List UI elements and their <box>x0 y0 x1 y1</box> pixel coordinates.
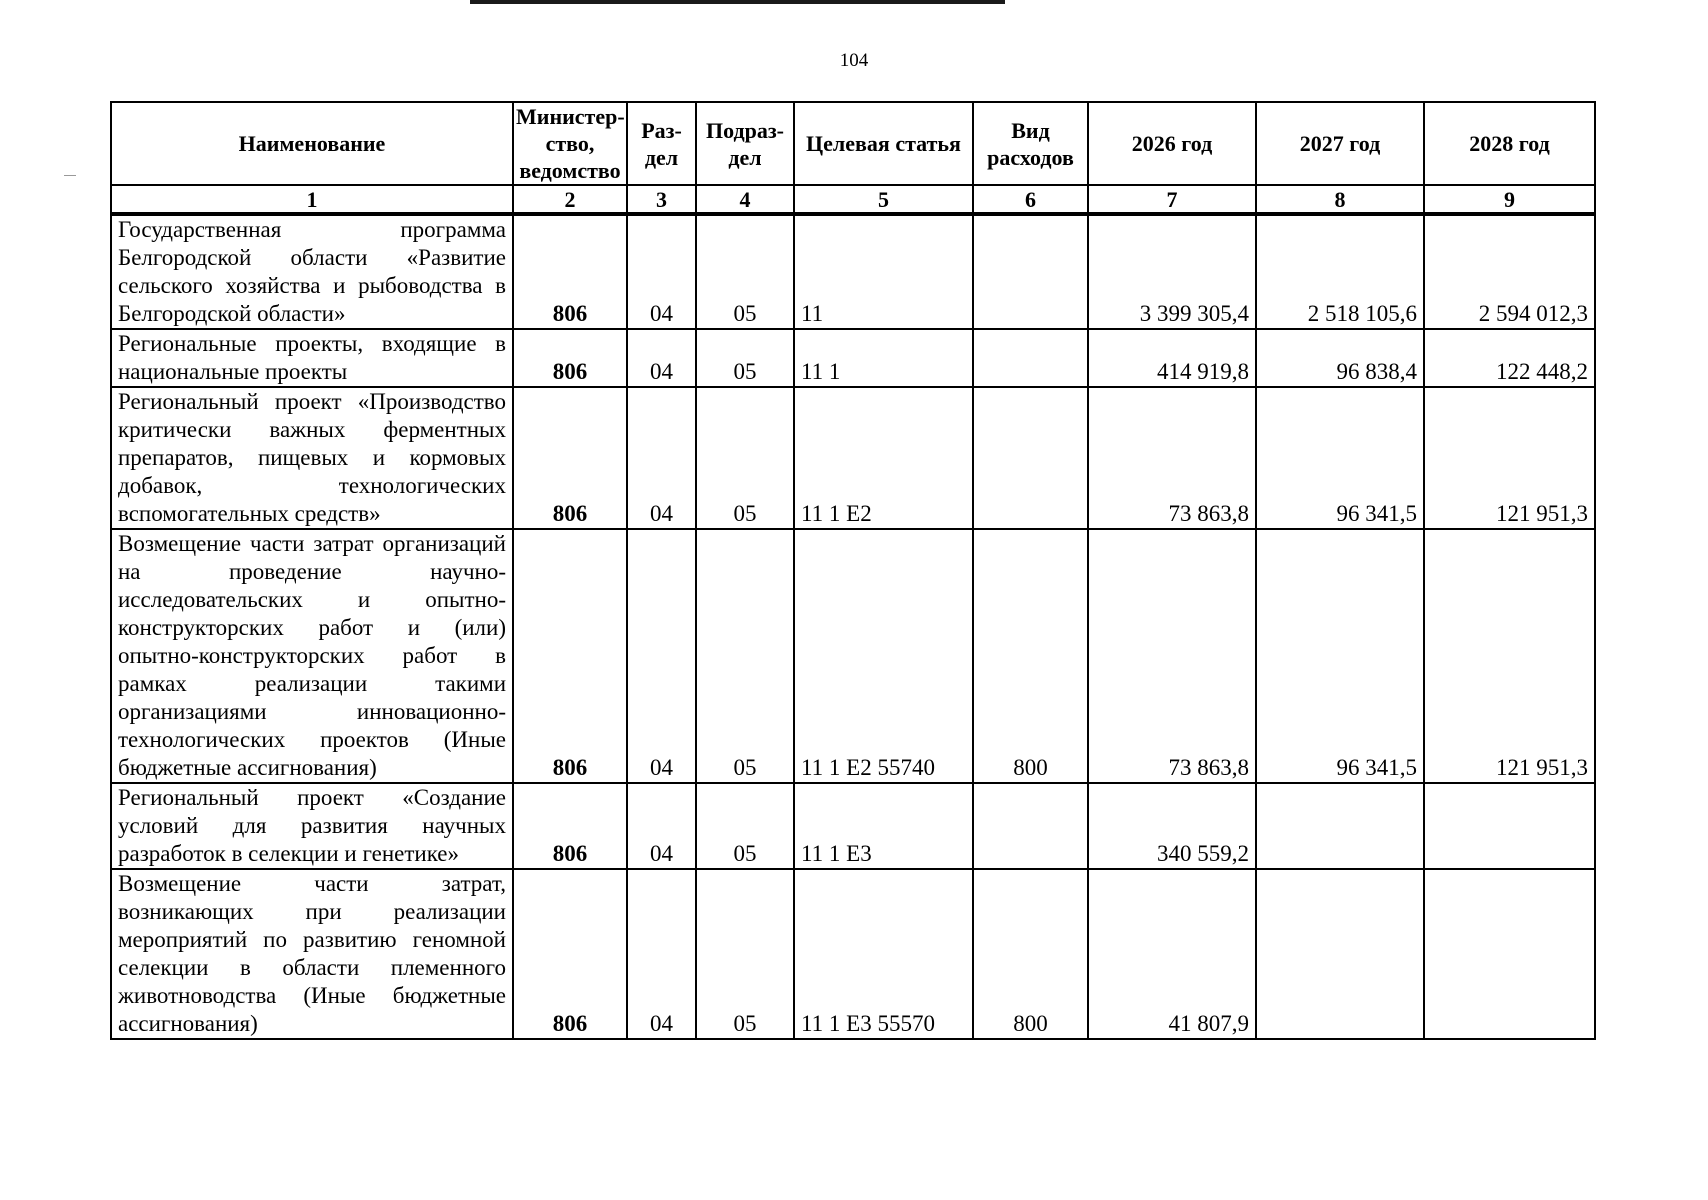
column-number: 6 <box>973 185 1088 214</box>
row-2028: 122 448,2 <box>1424 329 1595 387</box>
row-ministry: 806 <box>513 529 627 783</box>
budget-table <box>110 101 1596 1040</box>
header-section: Раз-дел <box>627 102 696 185</box>
row-name: Региональный проект «Создание условий для развития научных разработок в селекции и генетике» <box>111 783 513 869</box>
row-section: 04 <box>627 529 696 783</box>
row-subsection: 05 <box>696 329 794 387</box>
header-name: Наименование <box>111 102 513 185</box>
row-2026: 73 863,8 <box>1088 529 1256 783</box>
row-ministry: 806 <box>513 387 627 529</box>
page-number: 104 <box>839 50 869 71</box>
row-target-article: 11 1 Е3 55570 <box>794 869 973 1039</box>
row-section: 04 <box>627 329 696 387</box>
column-number: 3 <box>627 185 696 214</box>
column-number: 1 <box>111 185 513 214</box>
row-2027: 96 838,4 <box>1256 329 1424 387</box>
column-number: 2 <box>513 185 627 214</box>
row-target-article: 11 1 Е2 <box>794 387 973 529</box>
top-rule <box>470 0 1005 4</box>
column-number: 9 <box>1424 185 1595 214</box>
table-row <box>111 529 1595 783</box>
row-expense-type <box>973 783 1088 869</box>
row-2028: 2 594 012,3 <box>1424 214 1595 329</box>
row-ministry: 806 <box>513 869 627 1039</box>
header-2027: 2027 год <box>1256 102 1424 185</box>
row-ministry: 806 <box>513 214 627 329</box>
header-2028: 2028 год <box>1424 102 1595 185</box>
row-target-article: 11 1 <box>794 329 973 387</box>
column-number: 5 <box>794 185 973 214</box>
row-2026: 41 807,9 <box>1088 869 1256 1039</box>
row-2026: 340 559,2 <box>1088 783 1256 869</box>
row-target-article: 11 1 Е3 <box>794 783 973 869</box>
column-number-row <box>111 185 1595 214</box>
row-2026: 3 399 305,4 <box>1088 214 1256 329</box>
row-expense-type <box>973 329 1088 387</box>
row-ministry: 806 <box>513 329 627 387</box>
column-number: 4 <box>696 185 794 214</box>
row-subsection: 05 <box>696 387 794 529</box>
row-expense-type: 800 <box>973 869 1088 1039</box>
row-section: 04 <box>627 214 696 329</box>
row-expense-type <box>973 214 1088 329</box>
row-2028: 121 951,3 <box>1424 387 1595 529</box>
margin-tick <box>64 175 76 176</box>
table-row <box>111 869 1595 1039</box>
row-2027: 2 518 105,6 <box>1256 214 1424 329</box>
header-target-article: Целевая статья <box>794 102 973 185</box>
row-2028 <box>1424 869 1595 1039</box>
row-name: Возмещение части затрат организаций на проведение научно-исследовательских и опытно-конструкторских работ и (или) опытно-конструкторских работ в рамках реализации такими организациями инновационно-технологических проектов (Иные бюджетные ассигнования) <box>111 529 513 783</box>
row-expense-type <box>973 387 1088 529</box>
header-row <box>111 102 1595 185</box>
row-subsection: 05 <box>696 529 794 783</box>
row-section: 04 <box>627 387 696 529</box>
column-number: 8 <box>1256 185 1424 214</box>
row-name: Региональные проекты, входящие в национальные проекты <box>111 329 513 387</box>
column-number: 7 <box>1088 185 1256 214</box>
row-2027 <box>1256 783 1424 869</box>
header-2026: 2026 год <box>1088 102 1256 185</box>
row-name: Возмещение части затрат, возникающих при реализации мероприятий по развитию геномной селекции в области племенного животноводства (Иные бюджетные ассигнования) <box>111 869 513 1039</box>
table-row <box>111 329 1595 387</box>
row-subsection: 05 <box>696 214 794 329</box>
table-row <box>111 783 1595 869</box>
row-expense-type: 800 <box>973 529 1088 783</box>
table-row <box>111 387 1595 529</box>
row-2028 <box>1424 783 1595 869</box>
row-name: Региональный проект «Производство критически важных ферментных препаратов, пищевых и кормовых добавок, технологических вспомогательных средств» <box>111 387 513 529</box>
row-section: 04 <box>627 783 696 869</box>
row-2026: 73 863,8 <box>1088 387 1256 529</box>
row-2027: 96 341,5 <box>1256 387 1424 529</box>
table-row <box>111 214 1595 329</box>
row-name: Государственная программа Белгородской области «Развитие сельского хозяйства и рыбоводства в Белгородской области» <box>111 214 513 329</box>
row-target-article: 11 <box>794 214 973 329</box>
row-section: 04 <box>627 869 696 1039</box>
row-target-article: 11 1 Е2 55740 <box>794 529 973 783</box>
header-subsection: Подраз-дел <box>696 102 794 185</box>
row-2028: 121 951,3 <box>1424 529 1595 783</box>
header-ministry: Министер-ство, ведомство <box>513 102 627 185</box>
row-2027: 96 341,5 <box>1256 529 1424 783</box>
row-2026: 414 919,8 <box>1088 329 1256 387</box>
header-expense-type: Вид расходов <box>973 102 1088 185</box>
row-2027 <box>1256 869 1424 1039</box>
row-ministry: 806 <box>513 783 627 869</box>
row-subsection: 05 <box>696 869 794 1039</box>
row-subsection: 05 <box>696 783 794 869</box>
